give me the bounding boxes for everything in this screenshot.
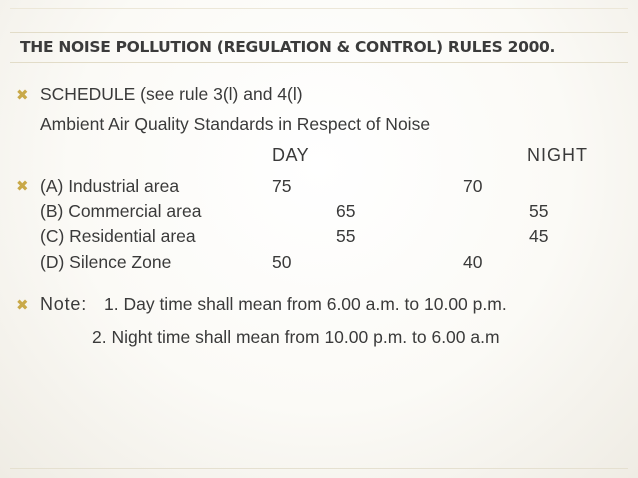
schedule-text: SCHEDULE (see rule 3(l) and 4(l)	[40, 84, 303, 104]
day-value: 50	[272, 252, 292, 272]
note-line-2: 2. Night time shall mean from 10.00 p.m. to 6.00 a.m	[92, 327, 500, 347]
x-mark-bullet-icon: ✖	[16, 87, 29, 104]
day-value: 55	[336, 226, 356, 246]
night-value: 70	[463, 176, 483, 196]
bottom-divider	[10, 468, 628, 469]
day-header: DAY	[272, 145, 310, 165]
title-rule-top	[10, 32, 628, 33]
area-label: (A) Industrial area	[40, 176, 180, 196]
night-value: 45	[529, 226, 549, 246]
area-label: (C) Residential area	[40, 226, 196, 246]
standards-subtitle: Ambient Air Quality Standards in Respect of Noise	[40, 114, 431, 134]
top-divider	[10, 8, 628, 9]
note-label: Note:	[40, 294, 88, 314]
day-value: 65	[336, 201, 356, 221]
day-value: 75	[272, 176, 292, 196]
note-line-1: 1. Day time shall mean from 6.00 a.m. to 10.00 p.m.	[104, 294, 507, 314]
area-label: (B) Commercial area	[40, 201, 202, 221]
night-value: 55	[529, 201, 549, 221]
title-rule-bottom	[10, 62, 628, 63]
night-header: NIGHT	[527, 145, 588, 165]
x-mark-bullet-icon: ✖	[16, 178, 29, 195]
page-title: THE NOISE POLLUTION (REGULATION & CONTROL) RULES 2000.	[20, 38, 556, 56]
area-label: (D) Silence Zone	[40, 252, 172, 272]
night-value: 40	[463, 252, 483, 272]
x-mark-bullet-icon: ✖	[16, 297, 29, 314]
